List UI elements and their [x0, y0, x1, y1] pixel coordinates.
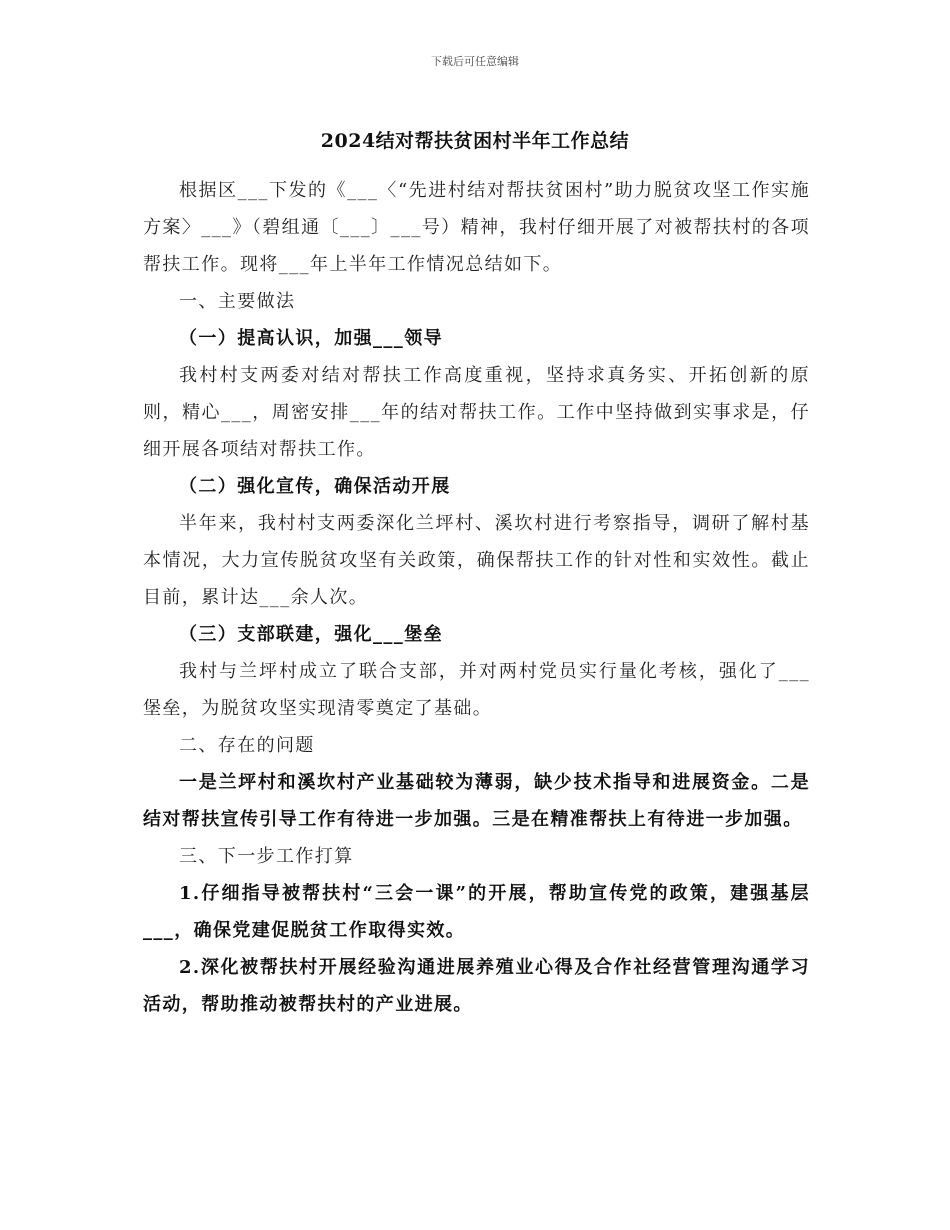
section-heading: 一、主要做法: [179, 291, 296, 312]
body-paragraph: 根据区___下发的《___〈“先进村结对帮扶贫困村”助力脱贫攻坚工作实施方案〉___》（碧组通〔___〕___号）精神，我村仔细开展了对被帮扶村的各项帮扶工作。现将___年上半年工作情况总结如下。: [143, 180, 810, 275]
section-heading: 三、下一步工作打算: [179, 846, 354, 867]
body-paragraph: 我村与兰坪村成立了联合支部，并对两村党员实行量化考核，强化了___堡垒，为脱贫攻坚实现清零奠定了基础。: [143, 661, 810, 719]
body-paragraph: 1.仔细指导被帮扶村“三会一课”的开展，帮助宣传党的政策，建强基层___，确保党建促脱贫工作取得实效。: [143, 883, 810, 941]
document-title: 2024结对帮扶贫困村半年工作总结: [320, 130, 630, 152]
body-paragraph: 半年来，我村村支两委深化兰坪村、溪坎村进行考察指导，调研了解村基本情况，大力宣传脱贫攻坚有关政策，确保帮扶工作的针对性和实效性。截止目前，累计达___余人次。: [143, 513, 810, 608]
section-heading: 二、存在的问题: [179, 735, 315, 756]
header-note: 下载后可任意编辑: [431, 55, 519, 68]
section-heading: （三）支部联建，强化___堡垒: [179, 624, 443, 645]
section-heading: （一）提高认识，加强___领导: [179, 328, 443, 349]
body-paragraph: 我村村支两委对结对帮扶工作高度重视，坚持求真务实、开拓创新的原则，精心___，周密安排___年的结对帮扶工作。工作中坚持做到实事求是，仔细开展各项结对帮扶工作。: [143, 365, 810, 460]
body-paragraph: 2.深化被帮扶村开展经验沟通进展养殖业心得及合作社经营管理沟通学习活动，帮助推动被帮扶村的产业进展。: [143, 957, 810, 1015]
document-body: [143, 172, 810, 1023]
body-paragraph: 一是兰坪村和溪坎村产业基础较为薄弱，缺少技术指导和进展资金。二是结对帮扶宣传引导工作有待进一步加强。三是在精准帮扶上有待进一步加强。: [143, 772, 810, 830]
section-heading: （二）强化宣传，确保活动开展: [179, 476, 451, 497]
